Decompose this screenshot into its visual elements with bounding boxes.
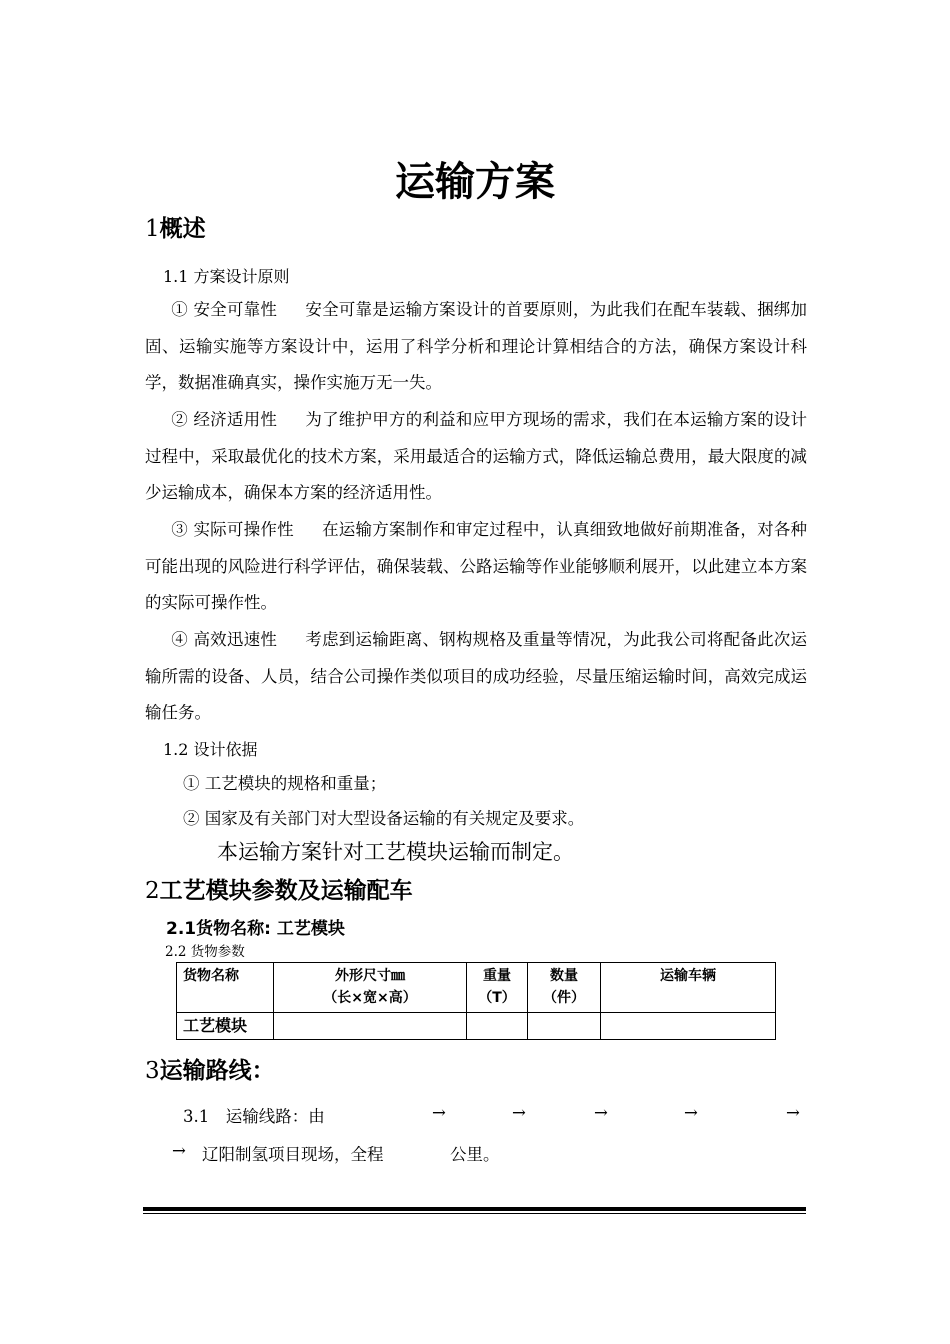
route-arrow-icon: → <box>512 1103 526 1122</box>
cell-quantity <box>528 1013 601 1040</box>
header-weight: 重量 （T） <box>467 963 528 1013</box>
cell-dimensions <box>274 1013 467 1040</box>
subsection-2-2: 2.2 货物参数 <box>165 944 245 960</box>
subsection-1-2: 1.2 设计依据 <box>163 740 258 759</box>
page-title: 运输方案 <box>395 159 555 205</box>
route-arrow-icon: → <box>594 1103 608 1122</box>
route-arrow-icon: → <box>172 1141 186 1160</box>
route-distance-unit: 公里。 <box>450 1145 500 1164</box>
cell-weight <box>467 1013 528 1040</box>
principle-1: ① 安全可靠性 安全可靠是运输方案设计的首要原则，为此我们在配车装载、捆绑加固、运输实施等方案设计中，运用了科学分析和理论计算相结合的方法，确保方案设计科学，数据准确真实，操作实施万无一失。 <box>145 300 808 392</box>
subsection-2-1: 2.1货物名称: 工艺模块 <box>166 919 345 939</box>
header-dimensions: 外形尺寸㎜ （长×宽×高） <box>274 963 467 1013</box>
principle-4: ④ 高效迅速性 考虑到运输距离、钢构规格及重量等情况，为此我公司将配备此次运输所需的设备、人员，结合公司操作类似项目的成功经验，尽量压缩运输时间，高效完成运输任务。 <box>145 630 808 722</box>
section-3-heading: 3运输路线： <box>145 1058 275 1084</box>
subsection-1-1: 1.1 方案设计原则 <box>163 267 290 286</box>
header-cargo-name: 货物名称 <box>177 963 274 1013</box>
header-quantity: 数量 （件） <box>528 963 601 1013</box>
section-1-heading: 1概述 <box>145 216 206 242</box>
basis-item-1: ① 工艺模块的规格和重量； <box>183 774 387 793</box>
table-header-row <box>177 963 776 1013</box>
footer-rule-thin <box>143 1213 806 1214</box>
table-row <box>177 1013 776 1040</box>
cell-vehicle <box>601 1013 776 1040</box>
route-arrow-icon: → <box>684 1103 698 1122</box>
header-vehicle: 运输车辆 <box>601 963 776 1013</box>
principle-2: ② 经济适用性 为了维护甲方的利益和应甲方现场的需求，我们在本运输方案的设计过程中，采取最优化的技术方案，采用最适合的运输方式，降低运输总费用，最大限度的减少运输成本，确保本方案的经济适用性。 <box>145 410 808 502</box>
route-destination: 辽阳制氢项目现场，全程 <box>202 1145 384 1164</box>
route-arrow-icon: → <box>432 1103 446 1122</box>
route-label: 3.1 运输线路：由 <box>183 1107 325 1126</box>
basis-item-2: ② 国家及有关部门对大型设备运输的有关规定及要求。 <box>183 809 585 828</box>
cargo-parameters-table <box>176 962 776 1040</box>
section-2-heading: 2工艺模块参数及运输配车 <box>145 878 413 904</box>
principle-3: ③ 实际可操作性 在运输方案制作和审定过程中，认真细致地做好前期准备，对各种可能出现的风险进行科学评估，确保装载、公路运输等作业能够顺利展开，以此建立本方案的实际可操作性。 <box>145 520 808 612</box>
scope-statement: 本运输方案针对工艺模块运输而制定。 <box>217 840 574 864</box>
cell-cargo-name: 工艺模块 <box>177 1013 274 1040</box>
route-arrow-icon: → <box>786 1103 800 1122</box>
footer-rule-thick <box>143 1207 806 1211</box>
